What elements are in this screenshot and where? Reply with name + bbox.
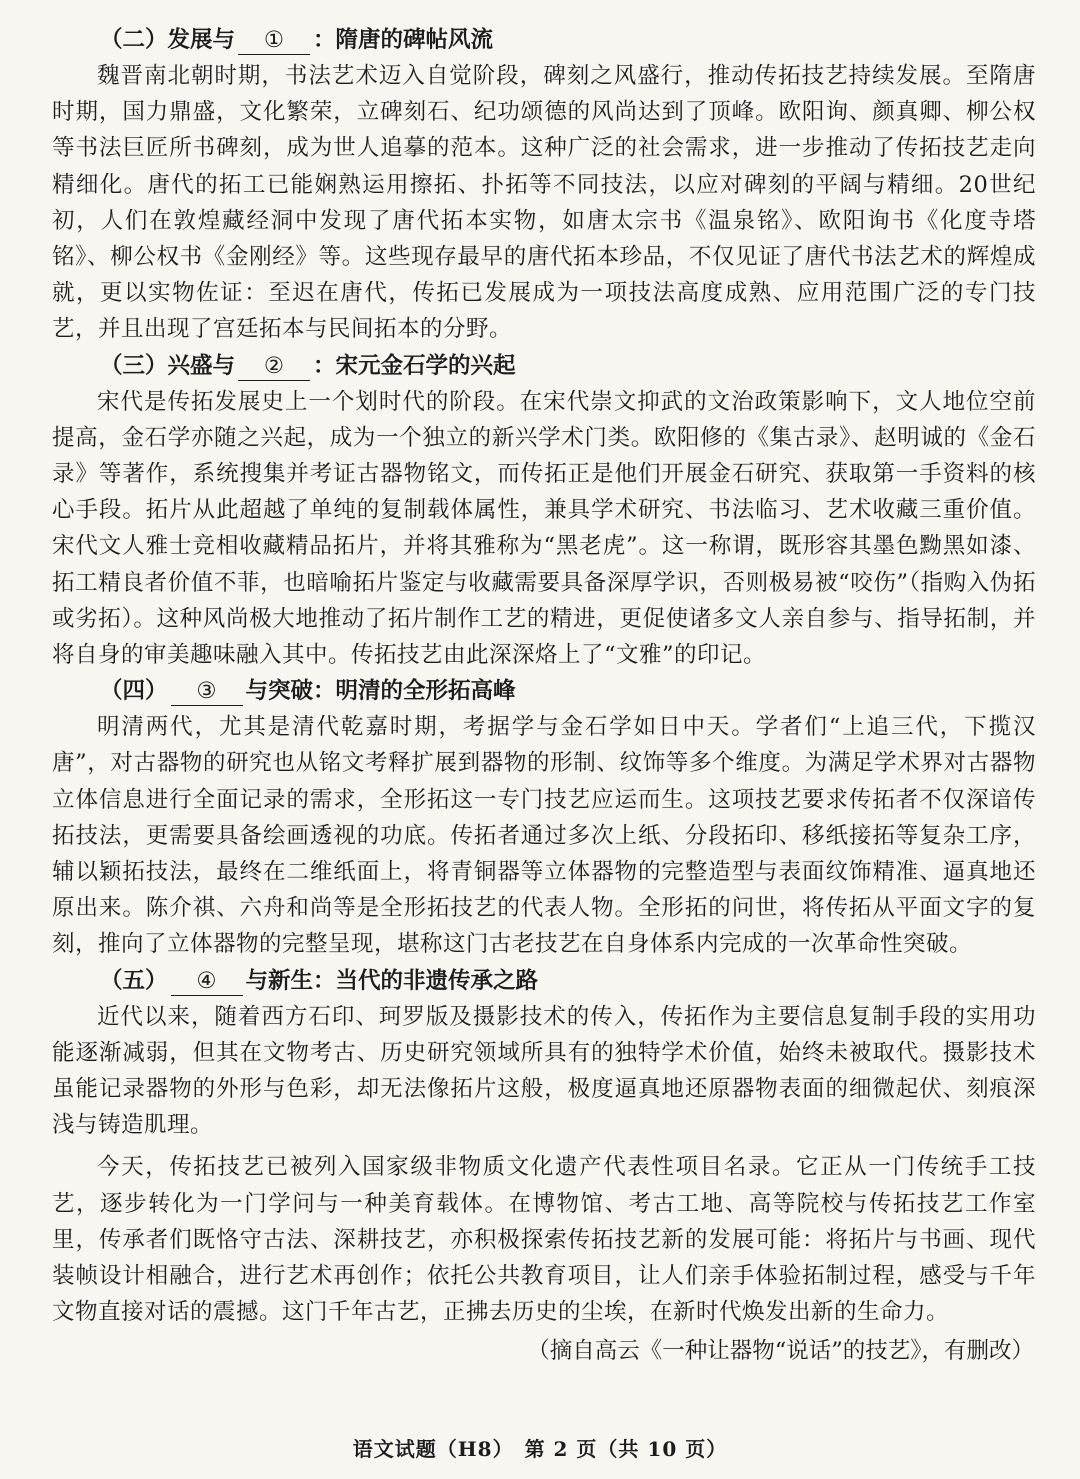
heading-title: 与新生：当代的非遗传承之路 bbox=[245, 967, 539, 994]
section-heading-4 bbox=[52, 673, 1036, 709]
page-footer: 语文试题（H8） 第 2 页（共 10 页） bbox=[352, 1437, 728, 1461]
section-heading-3 bbox=[52, 348, 1036, 384]
answer-blank-3: ③ bbox=[171, 677, 243, 706]
heading-title: ：宋元金石学的兴起 bbox=[313, 352, 516, 379]
heading-prefix: （三）兴盛与 bbox=[100, 352, 236, 379]
section-heading-5 bbox=[52, 963, 1036, 999]
heading-title: 与突破：明清的全形拓高峰 bbox=[245, 678, 516, 705]
section-heading-2 bbox=[52, 22, 1036, 58]
paragraph: 近代以来，随着西方石印、珂罗版及摄影技术的传入，传拓作为主要信息复制手段的实用功能逐渐减弱，但其在文物考古、历史研究领域所具有的独特学术价值，始终未被取代。摄影技术虽能记录器物的外形与色彩，却无法像拓片这般，极度逼真地还原器物表面的细微起伏、刻痕深浅与铸造肌理。 bbox=[52, 1003, 1036, 1139]
heading-prefix: （四） bbox=[100, 678, 168, 705]
paragraph: 宋代是传拓发展史上一个划时代的阶段。在宋代崇文抑武的文治政策影响下，文人地位空前提高，金石学亦随之兴起，成为一个独立的新兴学术门类。欧阳修的《集古录》、赵明诚的《金石录》等著作，系统搜集并考证古器物铭文，而传拓正是他们开展金石研究、获取第一手资料的核心手段。拓片从此超越了单纯的复制载体属性，兼具学术研究、书法临习、艺术收藏三重价值。宋代文人雅士竞相收藏精品拓片，并将其雅称为“黑老虎”。这一称谓，既形容其墨色黝黑如漆、拓工精良者价值不菲，也暗喻拓片鉴定与收藏需要具备深厚学识，否则极易被“咬伤”（指购入伪拓或劣拓）。这种风尚极大地推动了拓片制作工艺的精进，更促使诸多文人亲自参与、指导拓制，并将自身的审美趣味融入其中。传拓技艺由此深深烙上了“文雅”的印记。 bbox=[52, 388, 1036, 669]
answer-blank-2: ② bbox=[238, 352, 310, 381]
heading-title: ：隋唐的碑帖风流 bbox=[313, 27, 494, 53]
answer-blank-4: ④ bbox=[171, 967, 243, 996]
paragraph: 明清两代，尤其是清代乾嘉时期，考据学与金石学如日中天。学者们“上追三代，下揽汉唐”，对古器物的研究也从铭文考释扩展到器物的形制、纹饰等多个维度。为满足学术界对古器物立体信息进行全面记录的需求，全形拓这一专门技艺应运而生。这项技艺要求传拓者不仅深谙传拓技法，更需要具备绘画透视的功底。传拓者通过多次上纸、分段拓印、移纸接拓等复杂工序，辅以颖拓技法，最终在二维纸面上，将青铜器等立体器物的完整造型与表面纹饰精准、逼真地还原出来。陈介祺、六舟和尚等是全形拓技艺的代表人物。全形拓的问世，将传拓从平面文字的复刻，推向了立体器物的完整呈现，堪称这门古老技艺在自身体系内完成的一次革命性突破。 bbox=[52, 714, 1036, 958]
answer-blank-1: ① bbox=[238, 26, 310, 55]
source-citation: （摘自高云《一种让器物“说话”的技艺》，有删改） bbox=[527, 1337, 1034, 1364]
heading-prefix: （五） bbox=[100, 967, 168, 994]
paragraph: 今天，传拓技艺已被列入国家级非物质文化遗产代表性项目名录。它正从一门传统手工技艺，逐步转化为一门学问与一种美育载体。在博物馆、考古工地、高等院校与传拓技艺工作室里，传承者们既恪守古法、深耕技艺，亦积极探索传拓技艺新的发展可能：将拓片与书画、现代装帧设计相融合，进行艺术再创作；依托公共教育项目，让人们亲手体验拓制过程，感受与千年文物直接对话的震撼。这门千年古艺，正拂去历史的尘埃，在新时代焕发出新的生命力。 bbox=[52, 1154, 1036, 1326]
heading-prefix: （二）发展与 bbox=[100, 27, 236, 53]
paragraph: 魏晋南北朝时期，书法艺术迈入自觉阶段，碑刻之风盛行，推动传拓技艺持续发展。至隋唐时期，国力鼎盛，文化繁荣，立碑刻石、纪功颂德的风尚达到了顶峰。欧阳询、颜真卿、柳公权等书法巨匠所书碑刻，成为世人追摹的范本。这种广泛的社会需求，进一步推动了传拓技艺走向精细化。唐代的拓工已能娴熟运用擦拓、扑拓等不同技法，以应对碑刻的平阔与精细。20世纪初，人们在敦煌藏经洞中发现了唐代拓本实物，如唐太宗书《温泉铭》、欧阳询书《化度寺塔铭》、柳公权书《金刚经》等。这些现存最早的唐代拓本珍品，不仅见证了唐代书法艺术的辉煌成就，更以实物佐证：至迟在唐代，传拓已发展成为一项技法高度成熟、应用范围广泛的专门技艺，并且出现了宫廷拓本与民间拓本的分野。 bbox=[52, 63, 1036, 343]
